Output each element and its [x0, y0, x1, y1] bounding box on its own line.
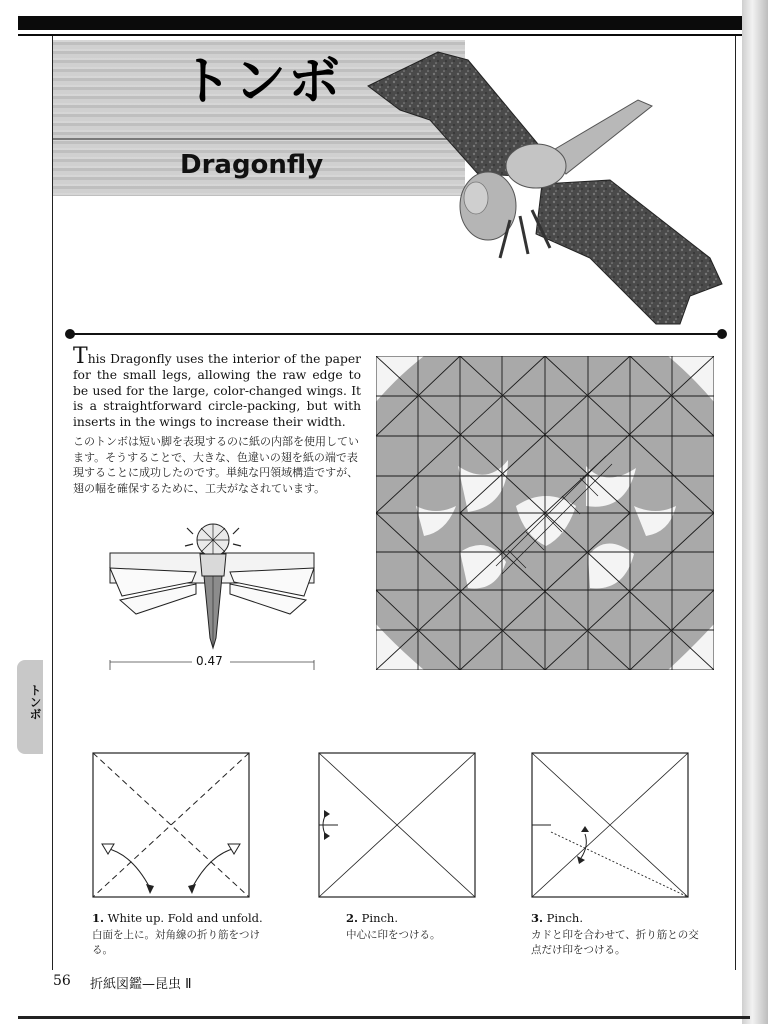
divider-dot-right	[717, 329, 727, 339]
description-japanese: このトンボは短い脚を表現するのに紙の内部を使用しています。そうすることで、大きな、色違いの翅を紙の端で表現することに成功したのです。単純な円領域構造ですが、翅の幅を確保するために、工夫がなされています。	[73, 435, 359, 495]
divider-dot-left	[65, 329, 75, 339]
step-1-number: 1.	[92, 911, 105, 925]
step-2-diagram	[318, 752, 478, 900]
title-english: Dragonfly	[180, 150, 324, 180]
chapter-tab	[17, 660, 43, 754]
drop-cap: T	[73, 344, 88, 369]
description-english-text: his Dragonfly uses the interior of the paper for the small legs, allowing the raw edge to be used for the large, color-changed wings. It is a straightforward circle-packing, but with inserts in the wings to increase their width.	[73, 352, 361, 429]
step-2-caption-jp: 中心に印をつける。	[346, 929, 441, 941]
step-3-number: 3.	[531, 911, 544, 925]
section-divider	[70, 333, 722, 335]
step-3-caption	[531, 911, 711, 926]
page-number: 56	[53, 973, 71, 989]
base-width-label: 0.47	[196, 654, 223, 668]
title-japanese: トンボ	[180, 52, 343, 112]
step-3-caption-jp: カドと印を合わせて、折り筋との交点だけ印をつける。	[531, 929, 699, 956]
top-rule	[18, 16, 750, 30]
step-1-text: White up. Fold and unfold.	[107, 911, 263, 925]
frame-right	[735, 36, 736, 970]
step-3-diagram	[531, 752, 691, 900]
step-1-diagram	[92, 752, 252, 900]
description-english	[73, 346, 361, 430]
top-rule-thin	[18, 34, 750, 36]
step-3-text: Pinch.	[546, 911, 583, 925]
bottom-rule	[18, 1016, 750, 1019]
step-2-number: 2.	[346, 911, 359, 925]
crease-pattern	[376, 356, 714, 670]
chapter-tab-label: トンボ	[28, 684, 42, 720]
book-title: 折紙図鑑—昆虫 Ⅱ	[90, 977, 192, 992]
step-1-caption-jp: 白面を上に。対角線の折り筋をつける。	[92, 929, 260, 956]
page-edge	[742, 0, 768, 1024]
dragonfly-model-image	[360, 48, 732, 328]
step-2-text: Pinch.	[361, 911, 398, 925]
step-1-caption	[92, 911, 272, 926]
step-2-caption	[346, 911, 526, 926]
